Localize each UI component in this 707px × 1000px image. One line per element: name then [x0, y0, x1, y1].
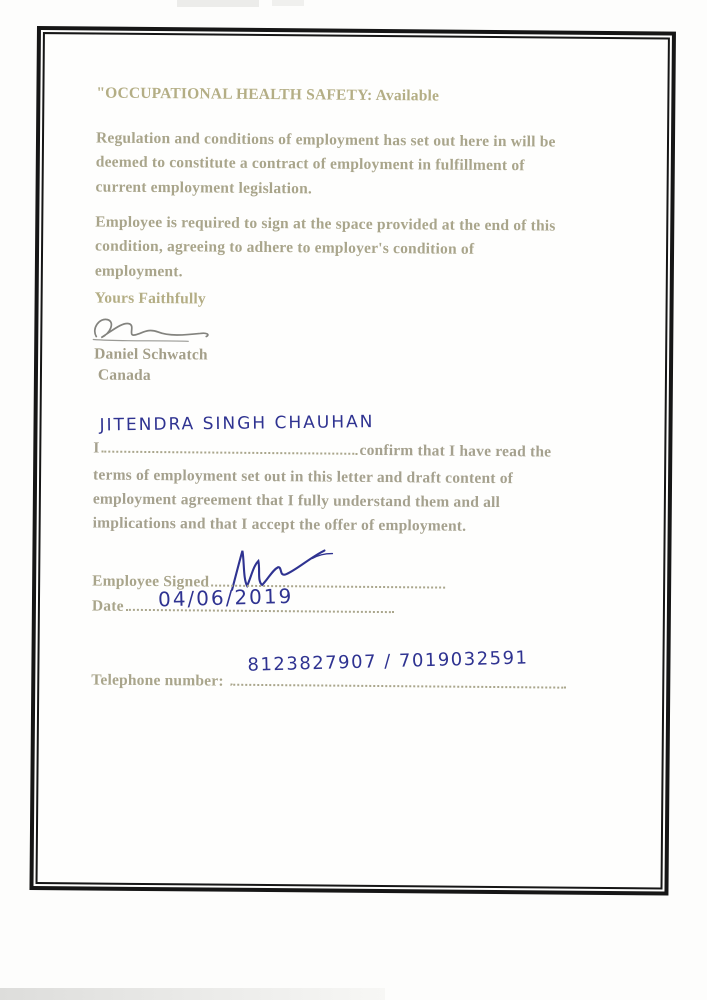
document-border-frame — [29, 26, 676, 896]
telephone-label: Telephone number: — [91, 671, 224, 690]
paragraph-line: condition, agreeing to adhere to employer's condition of — [95, 237, 475, 259]
scan-smudge — [272, 0, 304, 6]
signatory-country: Canada — [97, 366, 151, 385]
confirmation-line-1 — [93, 439, 551, 462]
confirmation-prefix: I — [93, 439, 100, 457]
confirmation-line-4: implications and that I accept the offer of employment. — [92, 514, 467, 535]
dotted-telephone-line — [230, 672, 566, 689]
paragraph-line: current employment legislation. — [95, 178, 313, 198]
confirmation-line-2: terms of employment set out in this letter and draft content of — [93, 466, 514, 488]
telephone-row — [91, 670, 568, 693]
scan-shadow-strip — [0, 988, 385, 1000]
paragraph-line: Employee is required to sign at the space provided at the end of this — [95, 213, 556, 235]
date-row — [92, 597, 396, 619]
handwritten-date: 04/06/2019 — [157, 583, 294, 612]
paragraph-line: Regulation and conditions of employment has set out here in will be — [95, 129, 556, 151]
paragraph-line: employment. — [94, 262, 183, 281]
document-border-inner — [36, 32, 670, 889]
employee-signed-label: Employee Signed — [92, 572, 210, 591]
confirmation-line-3: employment agreement that I fully understand them and all — [92, 490, 501, 512]
scan-smudge — [177, 0, 259, 7]
date-label: Date — [91, 597, 124, 615]
handwritten-employee-name: JITENDRA SINGH CHAUHAN — [99, 412, 375, 436]
paragraph-line: deemed to constitute a contract of employment in fulfillment of — [95, 153, 525, 175]
paragraph-sign-requirement — [95, 211, 556, 288]
closing-salutation: Yours Faithfully — [94, 289, 206, 308]
signatory-name: Daniel Schwatch — [94, 345, 208, 364]
dotted-date-line — [126, 597, 394, 613]
confirmation-suffix: confirm that I have read the — [359, 441, 552, 461]
letter-heading: "OCCUPATIONAL HEALTH SAFETY: Available — [96, 84, 440, 105]
paragraph-regulation — [95, 127, 555, 204]
handwritten-telephone-numbers: 8123827907 / 7019032591 — [247, 647, 529, 676]
dotted-name-line — [102, 439, 358, 455]
